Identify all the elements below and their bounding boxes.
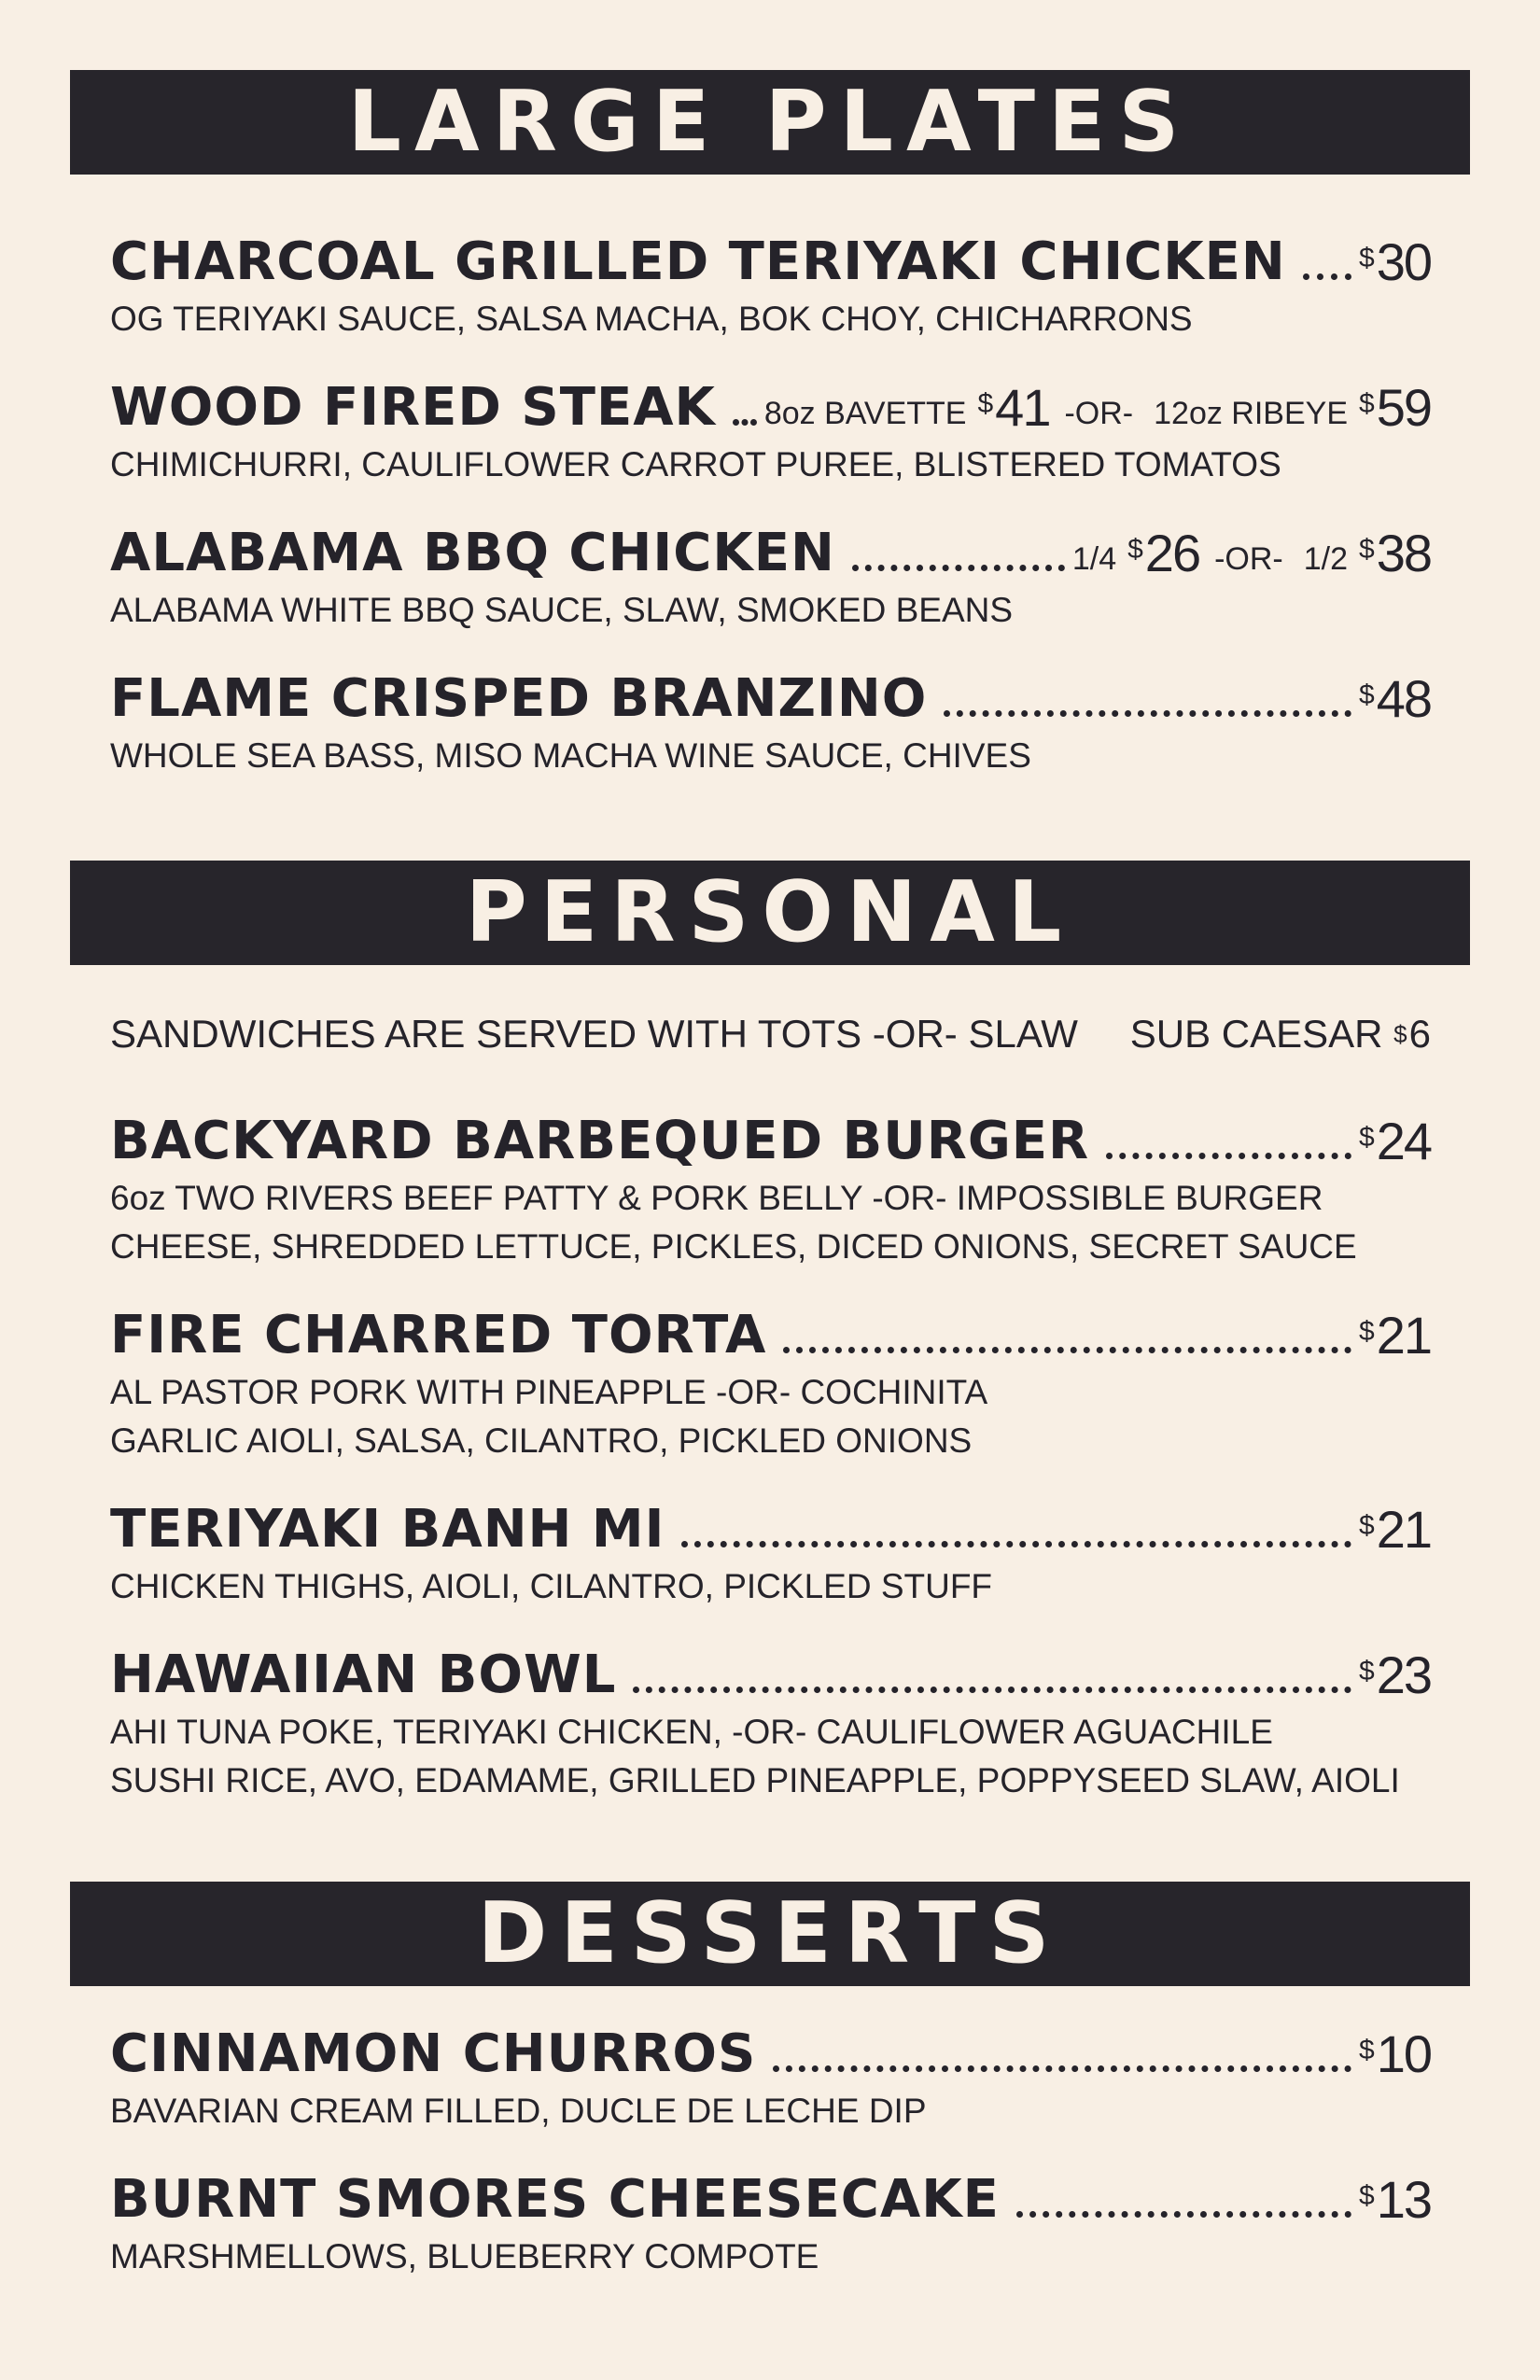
menu-item-wood-fired-steak: [110, 379, 1431, 489]
item-price: $ 21: [1359, 1306, 1431, 1365]
item-name: FLAME CRISPED BRANZINO: [110, 668, 928, 729]
item-name: ALABAMA BBQ CHICKEN: [110, 523, 835, 583]
sandwich-note: [110, 1010, 1431, 1058]
item-name: FIRE CHARRED TORTA: [110, 1305, 767, 1365]
menu-item-churros: [110, 2025, 1431, 2135]
menu-item-hawaiian-bowl: [110, 1646, 1431, 1805]
dot-leader: [733, 419, 757, 426]
item-price: $ 30: [1359, 232, 1431, 291]
item-description-line-1: AHI TUNA POKE, TERIYAKI CHICKEN, -OR- CAULIFLOWER AGUACHILE: [110, 1713, 1273, 1751]
item-name: WOOD FIRED STEAK: [110, 377, 716, 438]
item-description-line-1: AL PASTOR PORK WITH PINEAPPLE -OR- COCHINITA: [110, 1373, 988, 1411]
item-price: $ 24: [1359, 1112, 1431, 1170]
dot-leader: [852, 565, 1065, 571]
menu-item-alabama-bbq-chicken: [110, 525, 1431, 635]
item-description-line-2: CHEESE, SHREDDED LETTUCE, PICKLES, DICED ONIONS, SECRET SAUCE: [110, 1227, 1357, 1266]
menu-item-cheesecake: [110, 2171, 1431, 2281]
sides-note: SANDWICHES ARE SERVED WITH TOTS -OR- SLAW: [110, 1012, 1078, 1056]
item-name: HAWAIIAN BOWL: [110, 1645, 617, 1705]
menu-item-burger: [110, 1113, 1431, 1271]
dot-leader: [773, 2065, 1351, 2072]
item-name: BURNT SMORES CHEESECAKE: [110, 2169, 1000, 2230]
item-name: CHARCOAL GRILLED TERIYAKI CHICKEN: [110, 231, 1286, 292]
item-description: CHICKEN THIGHS, AIOLI, CILANTRO, PICKLED STUFF: [110, 1567, 993, 1605]
item-name: CINNAMON CHURROS: [110, 2023, 757, 2084]
menu-item-teriyaki-chicken: [110, 233, 1431, 343]
item-name: TERIYAKI BANH MI: [110, 1499, 665, 1560]
dot-leader: [633, 1687, 1351, 1693]
item-name: BACKYARD BARBEQUED BURGER: [110, 1111, 1090, 1171]
item-description-line-1: 6oz TWO RIVERS BEEF PATTY & PORK BELLY -OR- IMPOSSIBLE BURGER: [110, 1179, 1323, 1217]
item-description: MARSHMELLOWS, BLUEBERRY COMPOTE: [110, 2237, 819, 2275]
item-description-line-2: SUSHI RICE, AVO, EDAMAME, GRILLED PINEAPPLE, POPPYSEED SLAW, AIOLI: [110, 1761, 1400, 1799]
section-header-large-plates: LARGE PLATES: [70, 70, 1470, 175]
item-price: $ 48: [1359, 669, 1431, 728]
item-description: OG TERIYAKI SAUCE, SALSA MACHA, BOK CHOY, CHICHARRONS: [110, 300, 1193, 338]
item-description-line-2: GARLIC AIOLI, SALSA, CILANTRO, PICKLED ONIONS: [110, 1421, 973, 1460]
dot-leader: [783, 1347, 1351, 1353]
item-description: ALABAMA WHITE BBQ SAUCE, SLAW, SMOKED BEANS: [110, 591, 1014, 629]
section-header-personal: PERSONAL: [70, 861, 1470, 965]
dot-leader: [1106, 1153, 1351, 1159]
item-price: $ 23: [1359, 1645, 1431, 1704]
item-price: $ 13: [1359, 2170, 1431, 2229]
item-price-options: 1/4 $ 26 -OR- 1/2 $ 38: [1071, 524, 1431, 582]
sub-caesar-note: SUB CAESAR $ 6: [1129, 1012, 1431, 1056]
item-description: BAVARIAN CREAM FILLED, DUCLE DE LECHE DIP: [110, 2092, 927, 2130]
dot-leader: [1303, 273, 1351, 280]
item-description: CHIMICHURRI, CAULIFLOWER CARROT PUREE, BLISTERED TOMATOS: [110, 445, 1281, 483]
menu-item-torta: [110, 1307, 1431, 1465]
item-description: WHOLE SEA BASS, MISO MACHA WINE SAUCE, CHIVES: [110, 736, 1031, 775]
item-price-options: 8oz BAVETTE $ 41 -OR- 12oz RIBEYE $ 59: [763, 378, 1431, 437]
menu-item-branzino: [110, 670, 1431, 780]
dot-leader: [944, 710, 1351, 717]
section-header-desserts: DESSERTS: [70, 1882, 1470, 1986]
item-price: $ 21: [1359, 1500, 1431, 1559]
dot-leader: [681, 1541, 1351, 1547]
menu-item-banh-mi: [110, 1501, 1431, 1611]
item-price: $ 10: [1359, 2024, 1431, 2083]
dot-leader: [1016, 2211, 1351, 2218]
